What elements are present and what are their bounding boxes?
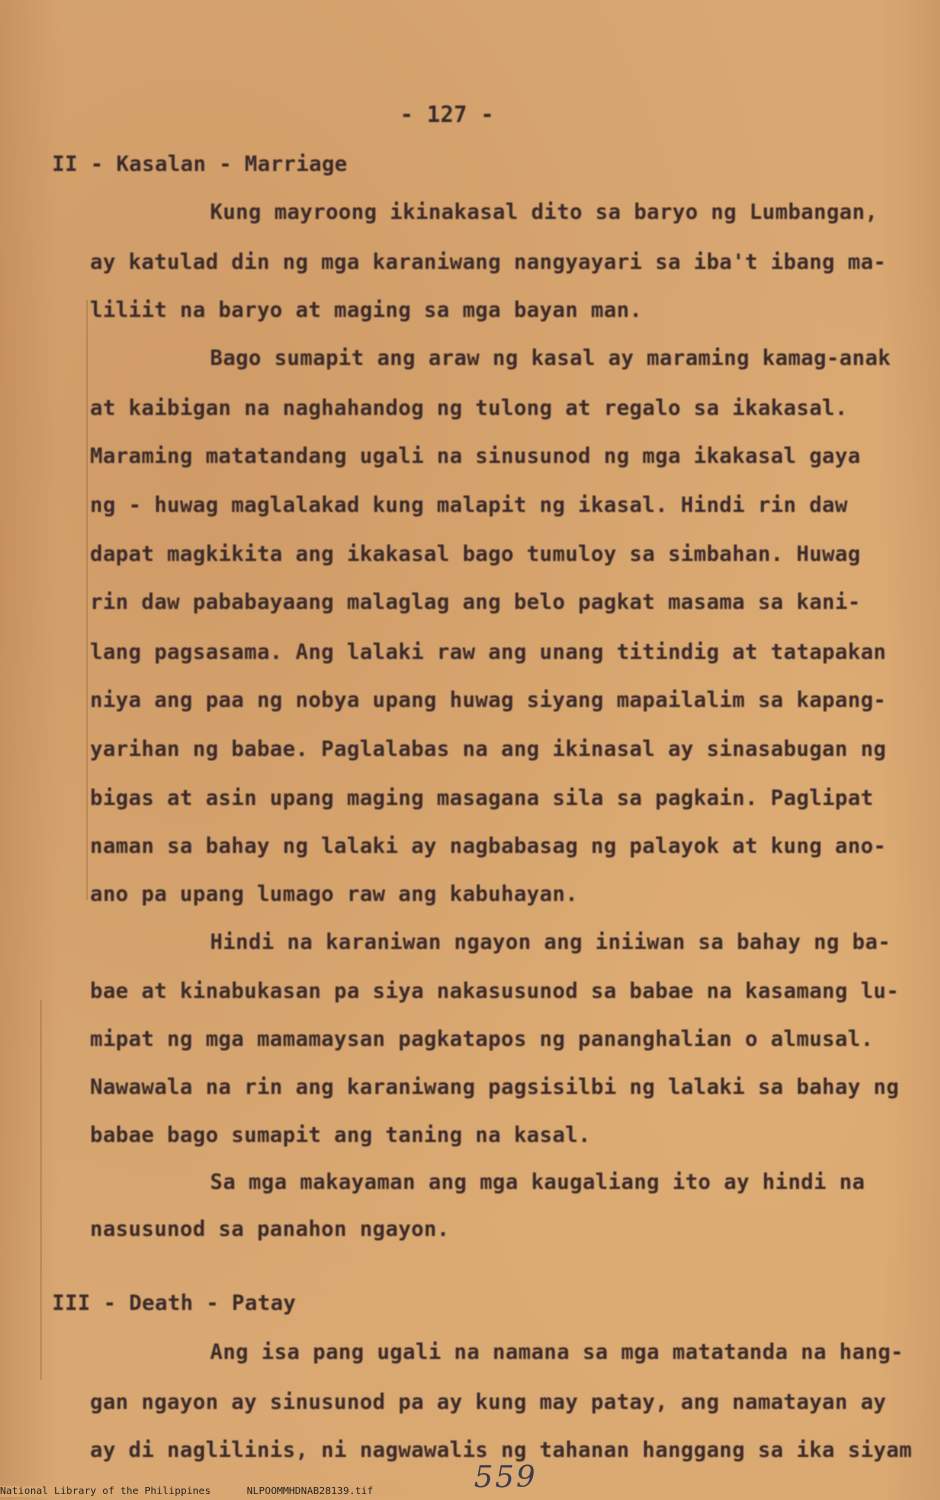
text-line: yarihan ng babae. Paglalabas na ang ikinasal ay sinasabugan ng	[90, 737, 887, 761]
text-line: naman sa bahay ng lalaki ay nagbabasag ng palayok at kung ano-	[90, 834, 887, 858]
text-line: gan ngayon ay sinusunod pa ay kung may patay, ang namatayan ay	[90, 1390, 887, 1414]
text-line: ay di naglilinis, ni nagwawalis ng tahanan hanggang sa ika siyam	[90, 1438, 912, 1462]
text-line: Bago sumapit ang araw ng kasal ay maraming kamag-anak	[210, 346, 891, 370]
text-line: bae at kinabukasan pa siya nakasusunod sa babae na kasamang lu-	[90, 979, 900, 1003]
text-line: at kaibigan na naghahandog ng tulong at regalo sa ikakasal.	[90, 396, 848, 420]
text-line: Maraming matatandang ugali na sinusunod ng mga ikakasal gaya	[90, 444, 861, 468]
text-line: Kung mayroong ikinakasal dito sa baryo ng Lumbangan,	[210, 200, 878, 224]
text-line: rin daw pababayaang malaglag ang belo pagkat masama sa kani-	[90, 590, 861, 614]
text-line: ay katulad din ng mga karaniwang nangyayari sa iba't ibang ma-	[90, 250, 887, 274]
text-line: ano pa upang lumago raw ang kabuhayan.	[90, 882, 579, 906]
section-heading-death: III - Death - Patay	[52, 1291, 297, 1315]
text-line: babae bago sumapit ang taning na kasal.	[90, 1123, 591, 1147]
section-heading-marriage: II - Kasalan - Marriage	[52, 152, 348, 176]
paper-crease	[86, 300, 88, 900]
text-line: liliit na baryo at maging sa mga bayan man.	[90, 298, 643, 322]
text-line: nasusunod sa panahon ngayon.	[90, 1217, 450, 1241]
text-line: lang pagsasama. Ang lalaki raw ang unang titindig at tatapakan	[90, 640, 887, 664]
text-line: Ang isa pang ugali na namana sa mga matatanda na hang-	[210, 1340, 904, 1364]
paper-crease	[40, 1000, 42, 1380]
text-line: Sa mga makayaman ang mga kaugaliang ito ay hindi na	[210, 1170, 865, 1194]
text-line: bigas at asin upang maging masagana sila sa pagkain. Paglipat	[90, 786, 874, 810]
text-line: ng - huwag maglalakad kung malapit ng ikasal. Hindi rin daw	[90, 493, 848, 517]
footer-filename: NLPOOMMHDNAB28139.tif	[246, 1486, 374, 1497]
scan-footer	[0, 1486, 403, 1497]
page-number: - 127 -	[400, 103, 495, 128]
text-line: Hindi na karaniwan ngayon ang iniiwan sa bahay ng ba-	[210, 930, 891, 954]
text-line: dapat magkikita ang ikakasal bago tumuloy sa simbahan. Huwag	[90, 542, 861, 566]
text-line: Nawawala na rin ang karaniwang pagsisilbi ng lalaki sa bahay ng	[90, 1075, 900, 1099]
text-line: mipat ng mga mamamaysan pagkatapos ng pananghalian o almusal.	[90, 1027, 874, 1051]
footer-institution: National Library of the Philippines	[0, 1486, 211, 1497]
text-line: niya ang paa ng nobya upang huwag siyang mapailalim sa kapang-	[90, 688, 887, 712]
handwritten-page-number: 559	[474, 1460, 538, 1495]
